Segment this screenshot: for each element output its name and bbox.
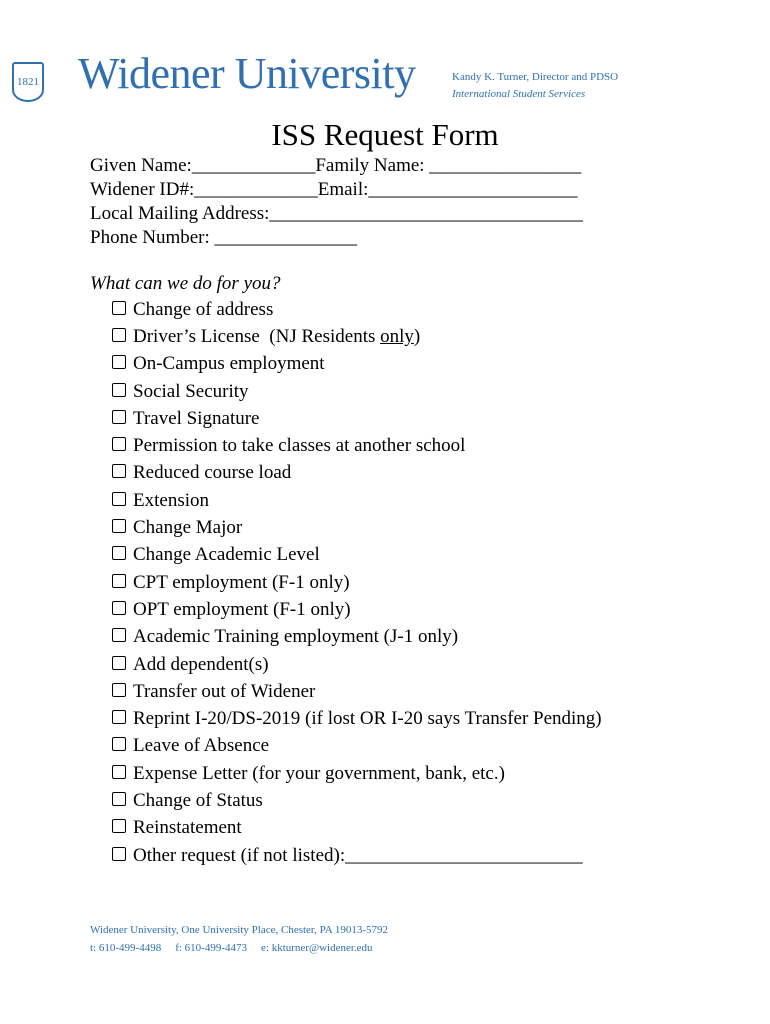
option-travel-signature[interactable] [112,405,602,432]
option-other-request[interactable] [112,842,602,869]
option-academic-training[interactable] [112,624,602,651]
checkbox-icon[interactable] [112,328,126,342]
option-label: Academic Training employment (J-1 only) [133,626,459,648]
footer-fax: f: 610-499-4473 [175,942,247,954]
option-on-campus-employment[interactable] [112,351,602,378]
option-label: Permission to take classes at another school [133,435,466,457]
checkbox-icon[interactable] [112,546,126,560]
only-emphasis: only [380,325,414,347]
option-extension[interactable] [112,487,602,514]
option-social-security[interactable] [112,378,602,405]
option-change-of-address[interactable] [112,296,602,323]
option-leave-of-absence[interactable] [112,733,602,760]
checkbox-icon[interactable] [112,628,126,642]
university-logo: Widener University [78,49,416,98]
close-paren: ) [413,325,421,347]
footer-email[interactable]: e: kkturner@widener.edu [261,942,373,954]
header-contact [452,69,618,103]
option-label: Change of address [133,298,274,320]
checkbox-icon[interactable] [112,710,126,724]
option-label: Change Major [133,517,243,539]
checkbox-icon[interactable] [112,792,126,806]
checkbox-icon[interactable] [112,355,126,369]
option-drivers-license[interactable] [112,323,602,350]
option-label: Social Security [133,380,249,402]
option-label: Change Academic Level [133,544,320,566]
director-name: Kandy K. Turner, Director and PDSO [452,71,619,83]
checkbox-icon[interactable] [112,601,126,615]
department-name: International Student Services [452,88,586,100]
checkbox-icon[interactable] [112,656,126,670]
checkbox-icon[interactable] [112,519,126,533]
request-options-list [112,296,602,869]
university-seal-icon [12,62,44,102]
checkbox-icon[interactable] [112,410,126,424]
checkbox-icon[interactable] [112,847,126,861]
option-label: Driver’s License (NJ Residents [133,325,381,347]
option-label: On-Campus employment [133,353,325,375]
option-add-dependents[interactable] [112,651,602,678]
option-label: Transfer out of Widener [133,680,316,702]
id-email-field-line[interactable]: Widener ID#:_____________Email:______________________ [90,179,578,200]
option-label: Reduced course load [133,462,292,484]
checkbox-icon[interactable] [112,737,126,751]
seal-year: 1821 [17,76,39,88]
option-label: Change of Status [133,789,263,811]
option-expense-letter[interactable] [112,760,602,787]
footer-phone: t: 610-499-4498 [90,942,162,954]
option-change-academic-level[interactable] [112,542,602,569]
option-cpt-employment[interactable] [112,569,602,596]
option-label: Other request (if not listed):_________________________ [133,844,583,866]
option-label: Reinstatement [133,817,242,839]
option-label: CPT employment (F-1 only) [133,571,350,593]
option-label: Expense Letter (for your government, bank, etc.) [133,762,505,784]
footer-contact-line [90,939,388,957]
option-reduced-course-load[interactable] [112,460,602,487]
option-label: Leave of Absence [133,735,270,757]
option-label: Add dependent(s) [133,653,269,675]
footer-contact [90,921,388,957]
checkbox-icon[interactable] [112,683,126,697]
checkbox-icon[interactable] [112,464,126,478]
checkbox-icon[interactable] [112,765,126,779]
option-transfer-out[interactable] [112,678,602,705]
option-change-major[interactable] [112,514,602,541]
option-reprint-i20[interactable] [112,705,602,732]
footer-address: Widener University, One University Place, Chester, PA 19013-5792 [90,924,389,936]
option-opt-employment[interactable] [112,596,602,623]
checkbox-icon[interactable] [112,437,126,451]
option-label: Extension [133,489,209,511]
phone-field-line[interactable]: Phone Number: _______________ [90,227,358,248]
option-reinstatement[interactable] [112,815,602,842]
address-field-line[interactable]: Local Mailing Address:_________________________________ [90,203,583,224]
option-change-of-status[interactable] [112,787,602,814]
option-label: Travel Signature [133,407,260,429]
checkbox-icon[interactable] [112,819,126,833]
personal-info-fields [90,154,583,250]
option-label: OPT employment (F-1 only) [133,598,351,620]
checkbox-icon[interactable] [112,383,126,397]
checkbox-icon[interactable] [112,301,126,315]
page-title: ISS Request Form [271,117,499,152]
checkbox-icon[interactable] [112,492,126,506]
checkbox-icon[interactable] [112,574,126,588]
request-prompt: What can we do for you? [90,273,281,294]
name-field-line[interactable]: Given Name:_____________Family Name: ________________ [90,155,582,176]
option-permission-other-school[interactable] [112,432,602,459]
option-label: Reprint I-20/DS-2019 (if lost OR I-20 says Transfer Pending) [133,708,602,730]
